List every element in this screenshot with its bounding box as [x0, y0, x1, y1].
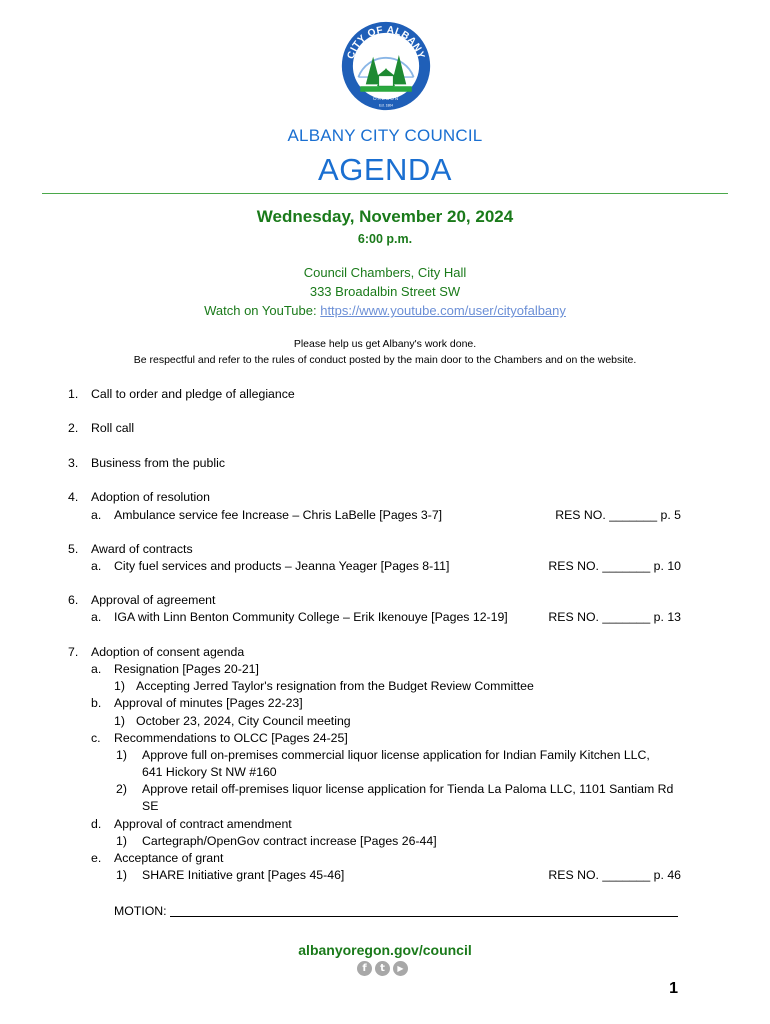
- logo-arc-text: CITY OF ALBANY: [345, 24, 427, 61]
- sub-sub-item-number: 2): [116, 782, 127, 796]
- facebook-icon[interactable]: f: [357, 961, 372, 976]
- sub-item-letter: a.: [91, 662, 102, 676]
- motion-label: MOTION:: [114, 904, 167, 918]
- sub-item-iga-lbcc: IGA with Linn Benton Community College – Erik Ikenouye [Pages 12-19]: [114, 610, 508, 624]
- logo-est-text: Est. 1864: [379, 103, 393, 108]
- res-number-field: RES NO. _______ p. 46: [548, 868, 681, 882]
- item-consent-agenda: Adoption of consent agenda: [91, 645, 245, 659]
- item-number: 6.: [68, 593, 79, 607]
- item-award-contracts: Award of contracts: [91, 542, 193, 556]
- item-number: 4.: [68, 490, 79, 504]
- motion-blank-line: [170, 916, 678, 917]
- meeting-time: 6:00 p.m.: [357, 232, 413, 246]
- sub-item-letter: e.: [91, 851, 102, 865]
- conduct-note-2: Be respectful and refer to the rules of conduct posted by the main door to the Chambers and on the website.: [133, 354, 637, 366]
- item-roll-call: Roll call: [91, 421, 135, 435]
- sub-item-letter: a.: [91, 559, 102, 573]
- sub-item-resignation: Resignation [Pages 20-21]: [114, 662, 259, 676]
- sub-item-letter: a.: [91, 610, 102, 624]
- meeting-address: 333 Broadalbin Street SW: [309, 284, 461, 299]
- sub-sub-item-cartegraph: Cartegraph/OpenGov contract increase [Pages 26-44]: [142, 834, 437, 848]
- res-number-field: RES NO. _______ p. 5: [555, 508, 681, 522]
- sub-sub-item-share-grant: SHARE Initiative grant [Pages 45-46]: [142, 868, 345, 882]
- sub-sub-item-october-minutes: October 23, 2024, City Council meeting: [136, 714, 351, 728]
- logo-state-text: OREGON: [373, 96, 399, 102]
- sub-sub-item-indian-family-kitchen: Approve full on-premises commercial liquor license application for Indian Family Kitchen LLC,: [142, 748, 650, 762]
- page-number: 1: [669, 980, 678, 997]
- sub-item-ambulance-fee: Ambulance service fee Increase – Chris LaBelle [Pages 3-7]: [114, 508, 443, 522]
- sub-item-letter: d.: [91, 817, 102, 831]
- youtube-label: Watch on YouTube:: [204, 303, 321, 318]
- footer-website-link[interactable]: albanyoregon.gov/council: [298, 942, 472, 958]
- item-number: 7.: [68, 645, 79, 659]
- sub-item-letter: c.: [91, 731, 101, 745]
- sub-sub-item-resignation-accept: Accepting Jerred Taylor's resignation from the Budget Review Committee: [136, 679, 534, 693]
- sub-sub-item-continuation: SE: [142, 799, 159, 813]
- item-number: 1.: [68, 387, 79, 401]
- item-business-public: Business from the public: [91, 456, 225, 470]
- item-number: 5.: [68, 542, 79, 556]
- city-of-albany-logo: [340, 20, 432, 112]
- sub-item-olcc: Recommendations to OLCC [Pages 24-25]: [114, 731, 348, 745]
- sub-sub-item-number: 1): [116, 834, 127, 848]
- sub-sub-item-tienda-la-paloma: Approve retail off-premises liquor license application for Tienda La Paloma LLC, 1101 Santiam Rd: [142, 782, 674, 796]
- res-number-field: RES NO. _______ p. 10: [548, 559, 681, 573]
- sub-sub-item-number: 1): [116, 748, 127, 762]
- conduct-note-1: Please help us get Albany's work done.: [293, 338, 477, 350]
- item-number: 2.: [68, 421, 79, 435]
- youtube-icon[interactable]: ▶: [393, 961, 408, 976]
- sub-sub-item-number: 1): [116, 868, 127, 882]
- meeting-date: Wednesday, November 20, 2024: [256, 207, 514, 226]
- social-links: [357, 961, 408, 976]
- sub-item-contract-amendment: Approval of contract amendment: [114, 817, 292, 831]
- item-adoption-resolution: Adoption of resolution: [91, 490, 210, 504]
- header-divider: [42, 193, 728, 194]
- res-number-field: RES NO. _______ p. 13: [548, 610, 681, 624]
- item-call-to-order: Call to order and pledge of allegiance: [91, 387, 295, 401]
- sub-sub-item-number: 1): [114, 679, 125, 693]
- sub-item-minutes: Approval of minutes [Pages 22-23]: [114, 696, 303, 710]
- item-number: 3.: [68, 456, 79, 470]
- page-title: AGENDA: [318, 152, 452, 187]
- youtube-line: [0, 303, 770, 318]
- youtube-link[interactable]: https://www.youtube.com/user/cityofalbany: [320, 303, 566, 318]
- sub-item-grant: Acceptance of grant: [114, 851, 224, 865]
- sub-item-letter: b.: [91, 696, 102, 710]
- sub-sub-item-number: 1): [114, 714, 125, 728]
- item-approval-agreement: Approval of agreement: [91, 593, 216, 607]
- sub-item-fuel-services: City fuel services and products – Jeanna Yeager [Pages 8-11]: [114, 559, 450, 573]
- sub-item-letter: a.: [91, 508, 102, 522]
- council-name: ALBANY CITY COUNCIL: [287, 126, 483, 145]
- sub-sub-item-continuation: 641 Hickory St NW #160: [142, 765, 277, 779]
- meeting-location: Council Chambers, City Hall: [303, 265, 467, 280]
- twitter-icon[interactable]: t: [375, 961, 390, 976]
